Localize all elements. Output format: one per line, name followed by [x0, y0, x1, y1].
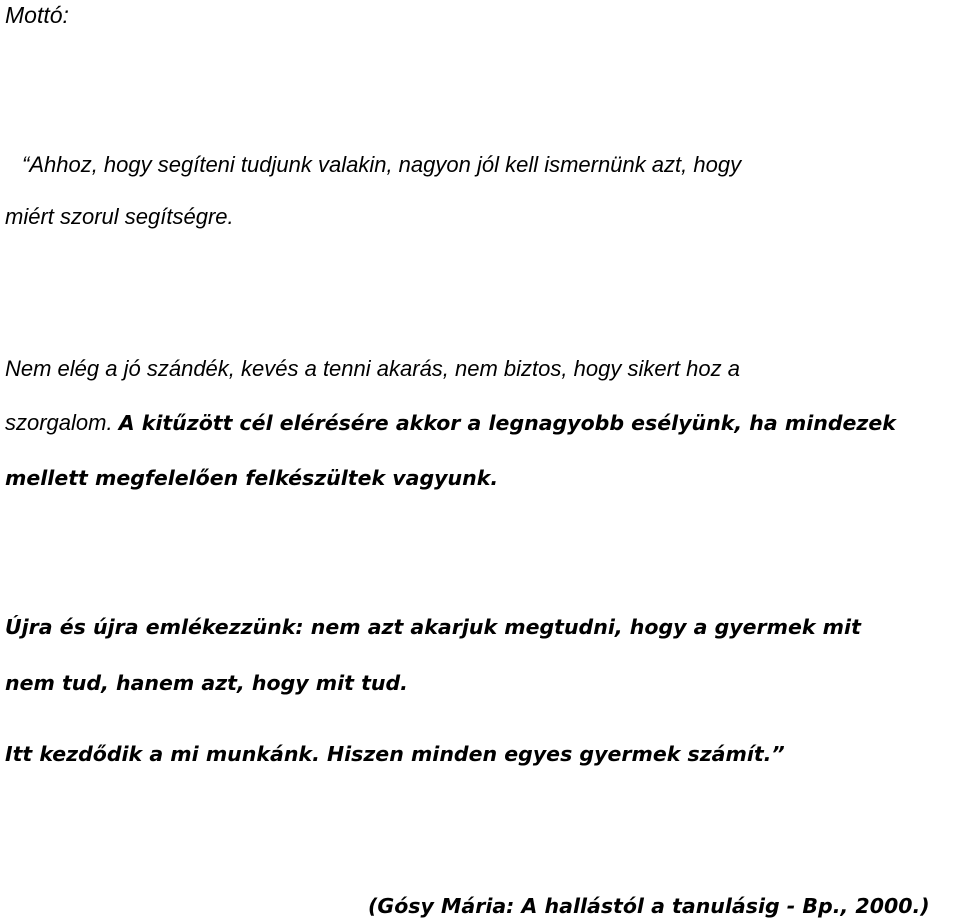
quote-2-line-2-bold: A kitűzött cél elérésére akkor a legnagyobb esélyünk, ha mindezek — [118, 411, 896, 435]
quote-3-line-3: Itt kezdődik a mi munkánk. Hiszen minden egyes gyermek számít.” — [5, 742, 785, 766]
quote-2-line-3: mellett megfelelően felkészültek vagyunk. — [5, 466, 499, 490]
quote-2-line-1: Nem elég a jó szándék, kevés a tenni akarás, nem biztos, hogy sikert hoz a — [5, 356, 740, 381]
quote-1-line-1: “Ahhoz, hogy segíteni tudjunk valakin, nagyon jól kell ismernünk azt, hogy — [22, 152, 742, 177]
quote-3-line-1: Újra és újra emlékezzünk: nem azt akarjuk megtudni, hogy a gyermek mit — [5, 615, 861, 639]
motto-heading: Mottó: — [5, 2, 69, 28]
citation: (Gósy Mária: A hallástól a tanulásig - Bp., 2000.) — [368, 894, 930, 918]
quote-2-line-2 — [5, 412, 896, 434]
quote-2-line-2-regular: szorgalom. — [5, 410, 119, 435]
quote-1-line-2: miért szorul segítségre. — [5, 204, 234, 229]
quote-3-line-2: nem tud, hanem azt, hogy mit tud. — [5, 671, 408, 695]
